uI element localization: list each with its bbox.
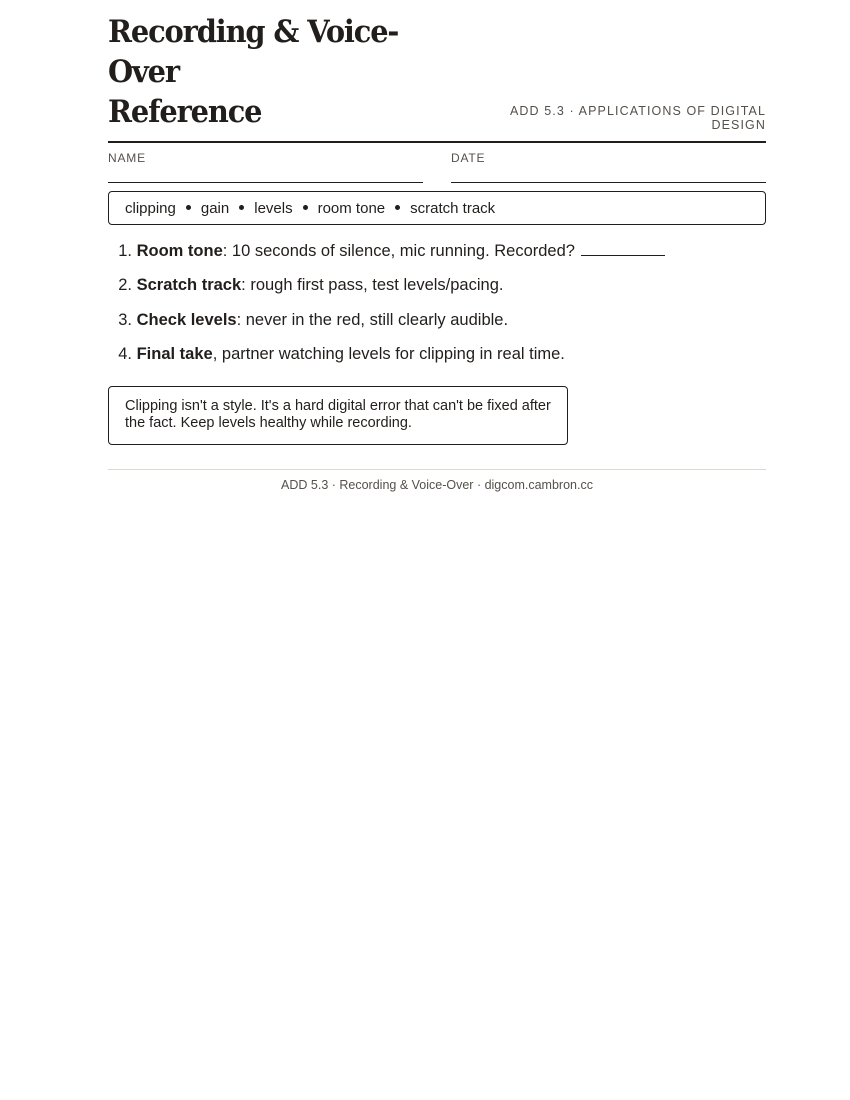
word-bank xyxy=(108,191,766,225)
step-item xyxy=(108,310,766,344)
course-label: ADD 5.3 · APPLICATIONS OF DIGITAL DESIGN xyxy=(509,104,766,132)
word-bank-term: levels xyxy=(254,199,293,217)
step-number: 1. xyxy=(118,242,132,260)
step-number: 4. xyxy=(118,344,132,363)
page-title xyxy=(108,12,406,132)
bullet-separator xyxy=(303,205,308,210)
step-item xyxy=(108,344,766,378)
step-number: 3. xyxy=(118,310,132,329)
word-bank-term: scratch track xyxy=(410,199,496,217)
step-list xyxy=(108,241,766,378)
step-description: : rough first pass, test levels/pacing. xyxy=(241,276,504,295)
bullet-separator xyxy=(239,205,244,210)
student-fields xyxy=(108,152,766,183)
step-term: Scratch track xyxy=(136,276,242,295)
title-line-1: Recording & Voice-Over xyxy=(108,14,399,90)
date-label: DATE xyxy=(451,151,486,165)
step-description: , partner watching levels for clipping in real time. xyxy=(212,344,565,363)
callout-note: Clipping isn't a style. It's a hard digital error that can't be fixed after the fact. Keep levels healthy while recording. xyxy=(108,386,568,445)
word-bank-term: gain xyxy=(200,199,230,217)
step-number: 2. xyxy=(118,276,132,295)
word-bank-term: clipping xyxy=(125,199,176,217)
answer-blank[interactable] xyxy=(581,241,665,256)
step-term: Check levels xyxy=(136,310,237,329)
bullet-separator xyxy=(395,205,400,210)
word-bank-term: room tone xyxy=(317,199,386,217)
step-text xyxy=(132,344,565,378)
worksheet-page xyxy=(108,0,766,492)
step-text xyxy=(132,310,508,344)
bullet-separator xyxy=(186,205,191,210)
header xyxy=(108,0,766,143)
step-item xyxy=(108,241,766,275)
title-line-2: Reference xyxy=(108,94,262,130)
step-term: Final take xyxy=(136,344,213,363)
step-description: : 10 seconds of silence, mic running. Recorded? xyxy=(222,242,575,260)
name-field[interactable] xyxy=(108,152,423,183)
step-item xyxy=(108,275,766,309)
step-text xyxy=(132,275,503,309)
step-term: Room tone xyxy=(136,242,223,260)
name-label: NAME xyxy=(108,151,146,165)
step-text xyxy=(132,241,665,275)
page-footer: ADD 5.3 · Recording & Voice-Over · digcom.cambron.cc xyxy=(108,469,766,492)
step-description: : never in the red, still clearly audible. xyxy=(236,310,509,329)
date-field[interactable] xyxy=(451,152,766,183)
